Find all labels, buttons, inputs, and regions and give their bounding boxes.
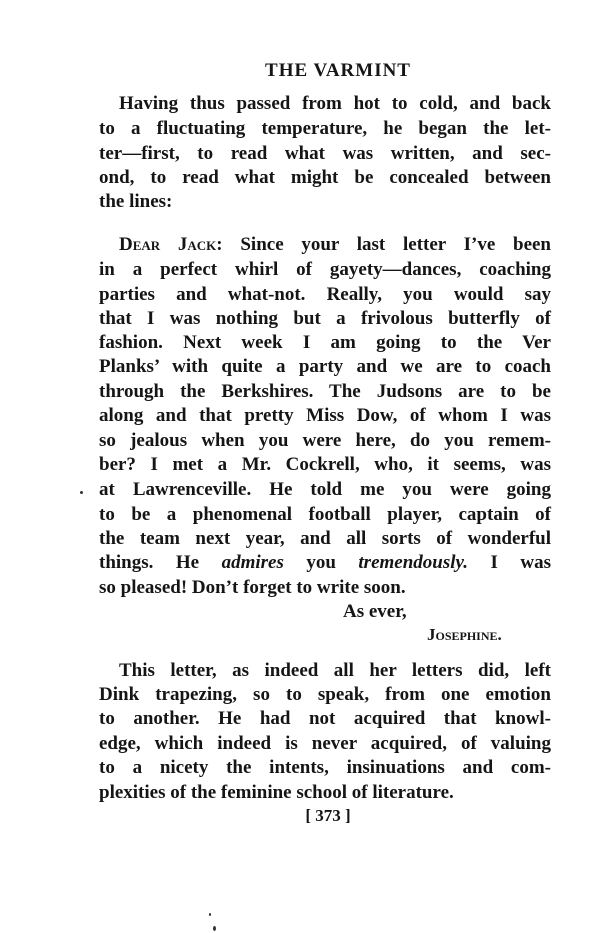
letter-line-4: that I was nothing but a frivolous butterfly of [99, 308, 551, 329]
para2-line-4: edge, which indeed is never acquired, of valuing [99, 733, 551, 754]
letter-line-14 [99, 551, 551, 575]
letter-line-7: through the Berkshires. The Judsons are to be [99, 381, 551, 402]
letter-closing: As ever, [343, 601, 407, 622]
scan-speck [209, 913, 211, 916]
letter-line-3: parties and what-not. Really, you would say [99, 284, 551, 305]
letter-line-5: fashion. Next week I am going to the Ver [99, 332, 551, 353]
scan-speck [80, 491, 83, 494]
para2-line-2: Dink trapezing, so to speak, from one emotion [99, 684, 551, 705]
scan-speck [213, 926, 216, 931]
letter-emphasis-admires: admires [221, 552, 284, 573]
page-number: [ 373 ] [305, 806, 351, 825]
letter-line-12: to be a phenomenal football player, captain of [99, 504, 551, 525]
para1-line-1: Having thus passed from hot to cold, and back [119, 93, 551, 114]
letter-line-9: so jealous when you were here, do you remem- [99, 430, 551, 451]
letter-line-6: Planks’ with quite a party and we are to coach [99, 356, 551, 377]
letter-salutation: Dear Jack: [119, 234, 223, 255]
para2-line-6: plexities of the feminine school of literature. [99, 782, 454, 803]
para1-line-5: the lines: [99, 191, 173, 212]
para2-line-5: to a nicety the intents, insinuations and com- [99, 757, 551, 778]
letter-first-line-text: Since your last letter I’ve been [222, 234, 551, 255]
letter-line-8: along and that pretty Miss Dow, of whom I was [99, 405, 551, 426]
letter-line-15: so pleased! Don’t forget to write soon. [99, 577, 406, 598]
para1-line-3: ter—first, to read what was written, and sec- [99, 143, 551, 164]
letter-signature: Josephine. [427, 625, 502, 644]
para2-line-3: to another. He had not acquired that knowl- [99, 708, 551, 729]
para1-line-4: ond, to read what might be concealed between [99, 167, 551, 188]
letter-text-fragment: you [283, 552, 359, 573]
letter-line-1 [119, 233, 551, 257]
letter-text-fragment: I was [468, 552, 551, 573]
letter-line-11: at Lawrenceville. He told me you were going [99, 479, 551, 500]
letter-line-2: in a perfect whirl of gayety—dances, coaching [99, 259, 551, 280]
letter-line-10: ber? I met a Mr. Cockrell, who, it seems, was [99, 454, 551, 475]
para2-line-1: This letter, as indeed all her letters did, left [119, 660, 551, 681]
running-header: THE VARMINT [265, 60, 411, 81]
letter-line-13: the team next year, and all sorts of wonderful [99, 528, 551, 549]
letter-text-fragment: things. He [99, 552, 222, 573]
letter-emphasis-tremendously: tremendously. [358, 552, 469, 573]
para1-line-2: to a fluctuating temperature, he began the let- [99, 118, 551, 139]
